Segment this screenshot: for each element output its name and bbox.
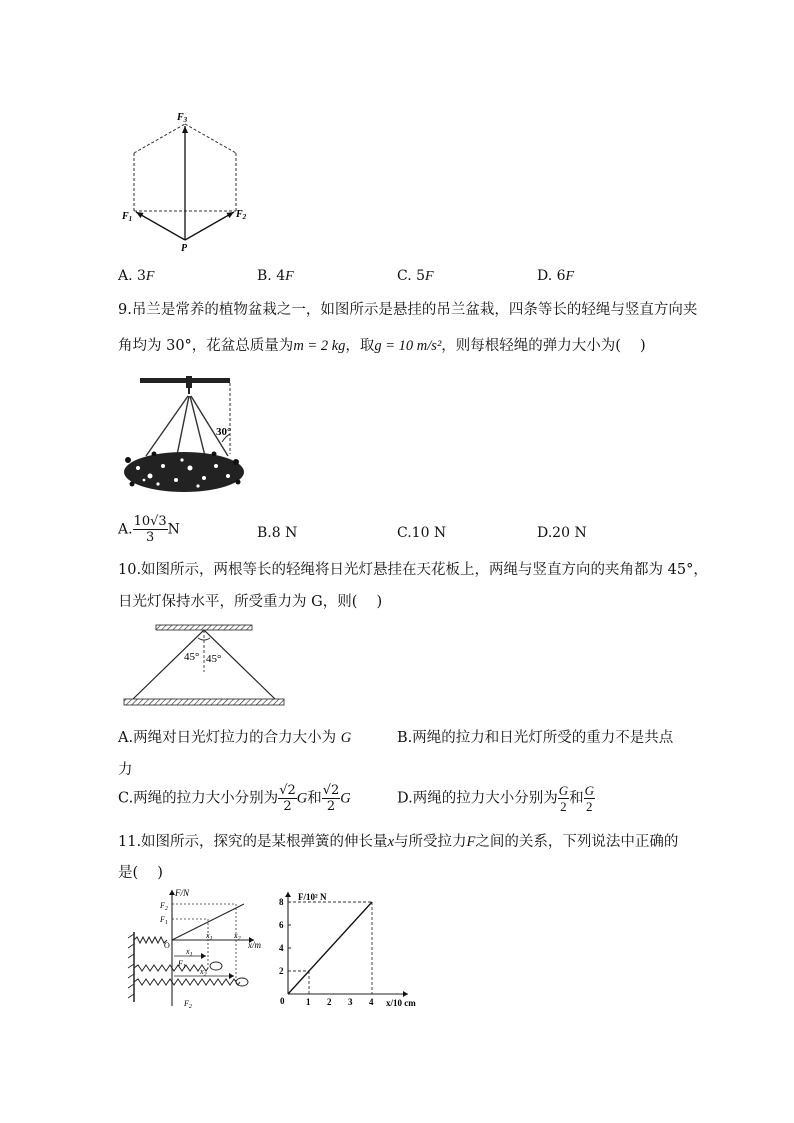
chart-y-tick-2: 2 [279,966,284,976]
chart-y-tick-4: 4 [279,943,284,953]
left-fig-f2: $F_2$ [160,901,168,912]
q10-angle-right: 45° [206,653,222,665]
q9-mass: m = 2 kg [293,338,346,354]
chart-x-tick-1: 1 [306,997,311,1007]
q10-option-a[interactable]: A.两绳对日光灯拉力的合力大小为 G [118,730,352,746]
q8-option-c[interactable]: C. 5F [397,268,434,284]
q11-stem-line2: 是( ) [118,865,163,881]
q9-stem-line1: 9.吊兰是常养的植物盆栽之一，如图所示是悬挂的吊兰盆栽，四条等长的轻绳与竖直方向夹 [118,302,698,318]
force-hexagon-figure [116,108,256,256]
q9-option-d[interactable]: D.20 N [537,525,587,541]
q9-stem-line2: 角均为 30°，花盆总质量为m = 2 kg，取g = 10 m/s²，则每根轻绳的弹力大小为( ) [118,338,646,354]
q10-option-c[interactable]: C.两绳的拉力大小分别为 $\frac{√2}{2}$ G和 $\frac{√2}{2}$ G [118,783,351,814]
spring-experiment-figure [124,886,274,1012]
chart-y-label: F/10² N [298,892,327,902]
hanging-plant-figure [118,372,250,498]
q9-option-c[interactable]: C.10 N [397,525,447,541]
label-f3: $F_3$ [177,112,188,124]
chart-series-line [288,902,372,994]
q10-stem-line1: 10.如图所示，两根等长的轻绳将日光灯悬挂在天花板上，两绳与竖直方向的夹角都为 45°， [118,562,708,578]
q9-gravity: g = 10 m/s² [374,338,442,354]
left-fig-x-axis: x/m [248,940,261,950]
q10-option-d[interactable]: D.两绳的拉力大小分别为 $\frac{G}{2}$ 和 $\frac{G}{2}$ [397,783,594,814]
q9-angle-label: 30° [216,426,232,438]
q11-stem-line1: 11.如图所示，探究的是某根弹簧的伸长量x与所受拉力F之间的关系，下列说法中正确的 [118,834,679,850]
left-fig-f2-hand: $F_2$ [184,999,192,1010]
q10-option-b-cont: 力 [118,762,133,778]
left-fig-x2-top: $x_2$ [234,931,241,942]
q10-option-b[interactable]: B.两绳的拉力和日光灯所受的重力不是共点 [397,730,674,746]
force-extension-chart [278,888,428,1012]
left-fig-f1: $F_1$ [160,915,168,926]
left-fig-x1-top: $x_1$ [206,931,213,942]
q8-option-b[interactable]: B. 4F [257,268,294,284]
left-fig-x2: $x_2$ [200,967,207,978]
left-fig-origin: O [164,941,170,950]
chart-x-label: x/10 cm [386,998,416,1008]
chart-origin: 0 [280,996,285,1006]
label-p: P [181,243,188,254]
chart-y-tick-6: 6 [279,920,284,930]
fluorescent-lamp-figure [118,622,290,714]
chart-x-tick-2: 2 [327,997,332,1007]
q9-option-a[interactable]: A. $\frac{10√3}{3}$ N [118,514,180,545]
label-f1: $F_1$ [122,211,133,223]
label-f2: $F_2$ [236,209,247,221]
q10-angle-left: 45° [184,651,200,663]
q10-stem-line2: 日光灯保持水平，所受重力为 G，则( ) [118,594,383,610]
left-fig-x1: $x_1$ [186,947,193,958]
chart-x-tick-3: 3 [348,997,353,1007]
chart-x-tick-4: 4 [369,997,374,1007]
q8-option-a[interactable]: A. 3F [118,268,155,284]
left-fig-y-axis: F/N [175,888,190,898]
q9-option-b[interactable]: B.8 N [257,525,298,541]
left-fig-f1-hand: $F_1$ [178,959,186,970]
chart-y-tick-8: 8 [279,897,284,907]
q8-option-d[interactable]: D. 6F [537,268,575,284]
